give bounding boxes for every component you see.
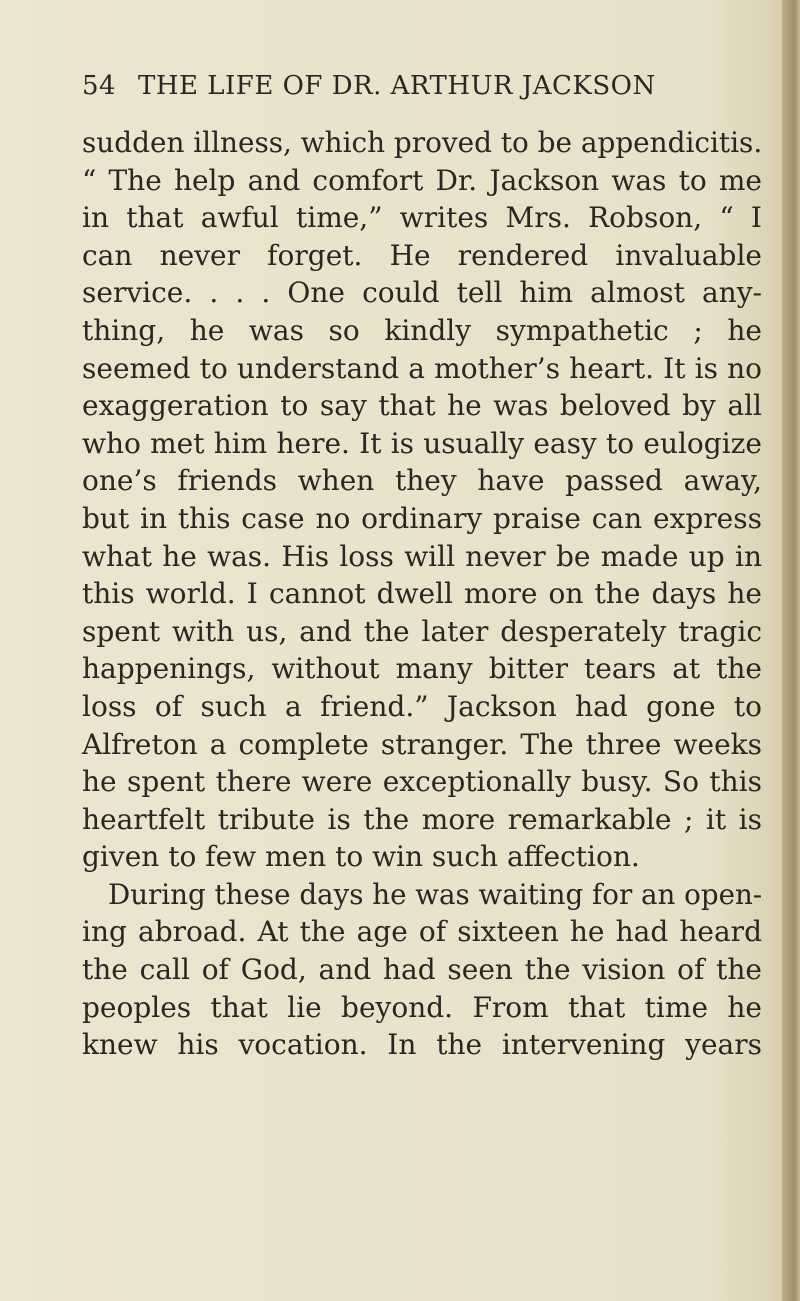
- text-line: the call of God, and had seen the vision of the: [82, 953, 762, 987]
- running-head: [82, 66, 742, 106]
- text-line: During these days he was waiting for an open-: [108, 877, 763, 911]
- text-line: who met him here. It is usually easy to eulogize: [82, 426, 762, 460]
- text-line: seemed to understand a mother’s heart. It is no: [82, 351, 762, 385]
- text-line: what he was. His loss will never be made up in: [82, 539, 762, 573]
- text-line: peoples that lie beyond. From that time he: [82, 990, 762, 1024]
- text-line: given to few men to win such affection.: [82, 840, 640, 874]
- text-line: but in this case no ordinary praise can express: [82, 501, 762, 535]
- running-head-title: THE LIFE OF DR. ARTHUR JACKSON: [138, 71, 656, 101]
- text-line: spent with us, and the later desperately tragic: [82, 614, 762, 648]
- text-line: Alfreton a complete stranger. The three weeks: [82, 727, 762, 761]
- text-line: service. . . . One could tell him almost any-: [82, 276, 762, 310]
- text-line: exaggeration to say that he was beloved by all: [82, 389, 762, 423]
- text-line: he spent there were exceptionally busy. So this: [82, 765, 762, 799]
- text-line: knew his vocation. In the intervening years: [82, 1028, 762, 1062]
- text-line: this world. I cannot dwell more on the days he: [82, 577, 762, 611]
- body-text: [82, 124, 762, 1064]
- page-number: 54: [82, 71, 117, 101]
- text-line: happenings, without many bitter tears at the: [82, 652, 762, 686]
- text-line: loss of such a friend.” Jackson had gone to: [82, 689, 762, 723]
- text-line: one’s friends when they have passed away,: [82, 464, 762, 498]
- text-line: can never forget. He rendered invaluable: [82, 238, 762, 272]
- text-line: “ The help and comfort Dr. Jackson was to me: [82, 163, 762, 197]
- text-line: in that awful time,” writes Mrs. Robson, “ I: [82, 201, 762, 235]
- text-line: thing, he was so kindly sympathetic ; he: [82, 313, 762, 347]
- page-edge-shading: [782, 0, 800, 1301]
- text-line: sudden illness, which proved to be appendicitis.: [82, 126, 763, 159]
- text-line: ing abroad. At the age of sixteen he had heard: [82, 915, 762, 949]
- text-line: heartfelt tribute is the more remarkable ; it is: [82, 802, 762, 836]
